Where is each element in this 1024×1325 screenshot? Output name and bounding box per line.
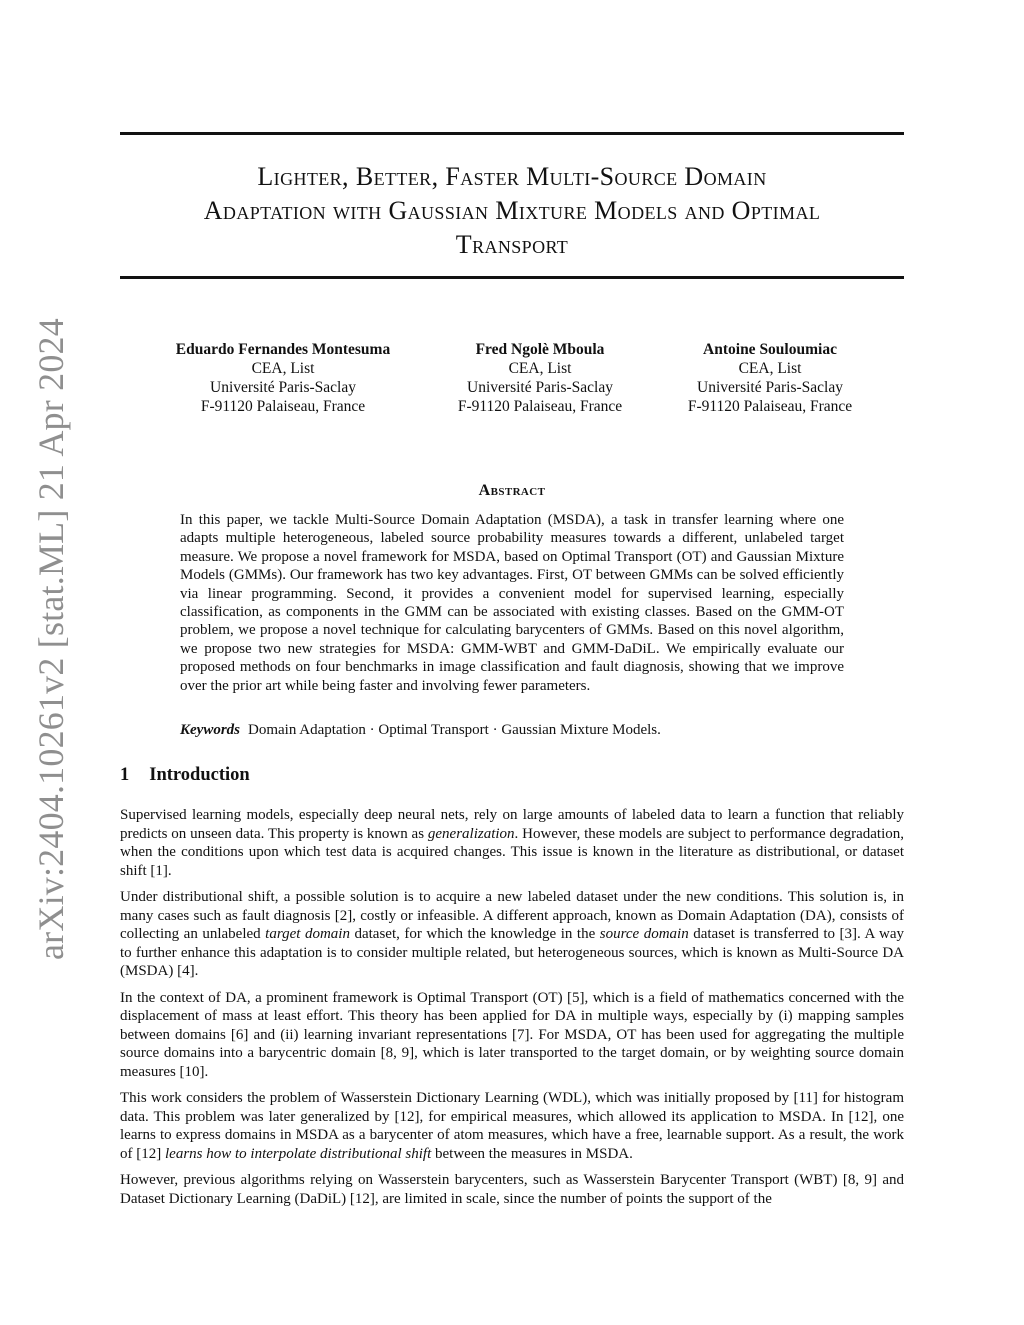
section-heading (120, 765, 250, 786)
author-org: CEA, List (508, 360, 572, 377)
text-run: between the measures in MSDA. (431, 1145, 633, 1162)
author-address: F-91120 Palaiseau, France (200, 398, 366, 415)
emphasis: target domain (265, 926, 350, 942)
section-number: 1 (120, 765, 130, 785)
paragraph (120, 1171, 904, 1208)
author-address: F-91120 Palaiseau, France (687, 398, 853, 415)
title-bottom-rule (120, 276, 904, 279)
paragraph (120, 806, 904, 880)
author-1 (120, 340, 446, 416)
paragraph (120, 989, 904, 1082)
emphasis: learns how to interpolate distributional shift (165, 1145, 432, 1162)
keywords-label: Keywords (180, 722, 240, 738)
paragraph (120, 888, 904, 981)
text-run: In the context of DA, a prominent framework is Optimal Transport (OT) [5], which is a field of mathematics concerned with the displacement of mass at least effort. This theory has been applied for DA in multiple ways, especially by (i) mapping samples between domains [6] and (ii) learning invariant representations [7]. For MSDA, OT has been used for aggregating the multiple source domains into a barycentric domain [8, 9], which is later transported to the target domain, or by weighting source domain measures [10]. (120, 989, 904, 1080)
emphasis: source domain (599, 926, 689, 942)
author-org: CEA, List (738, 360, 802, 377)
text-run: dataset is transferred to [3]. A way to further enhance this adaptation is to consider multiple related, but heterogeneous sources, which is known as Multi-Source DA (MSDA) [4]. (120, 926, 904, 979)
abstract-text: In this paper, we tackle Multi-Source Domain Adaptation (MSDA), a task in transfer learning where one adapts multiple heterogeneous, labeled source probability measures towards a different, unlabeled target measure. We propose a novel framework for MSDA, based on Optimal Transport (OT) and Gaussian Mixture Models (GMMs). Our framework has two key advantages. First, OT between GMMs can be solved efficiently via linear programming. Second, it provides a convenient model for supervised learning, especially classification, as components in the GMM can be associated with existing classes. Based on the GMM-OT problem, we propose a novel technique for calculating barycenters of GMMs. Based on this novel algorithm, we propose two new strategies for MSDA: GMM-WBT and GMM-DaDiL. We empirically evaluate our proposed methods on four benchmarks in image classification and fault diagnosis, showing that we improve over the prior art while being faster and involving fewer parameters. (180, 512, 844, 694)
author-university: Université Paris-Saclay (210, 379, 356, 396)
author-2 (440, 340, 640, 416)
title-line: Transport (455, 230, 569, 259)
keywords-line (180, 721, 844, 739)
author-name: Antoine Souloumiac (703, 341, 837, 358)
emphasis: generalization (427, 825, 515, 842)
author-university: Université Paris-Saclay (697, 379, 843, 396)
author-university: Université Paris-Saclay (467, 379, 613, 396)
text-run: Supervised learning models, especially deep neural nets, rely on large amounts of labeled data to learn a function that reliably predicts on unseen data. This property is known as (120, 807, 904, 842)
section-title: Introduction (149, 765, 250, 785)
author-org: CEA, List (251, 360, 315, 377)
author-name: Fred Ngolè Mboula (475, 341, 605, 358)
text-run: . However, these models are subject to performance degradation, when the conditions upon which test data is acquired changes. This issue is known in the literature as distributional, or dataset shift [1]. (120, 825, 904, 879)
arxiv-identifier-stamp: arXiv:2404.10261v2 [stat.ML] 21 Apr 2024 (31, 318, 71, 960)
title-line: Lighter, Better, Faster Multi-Source Domain (257, 162, 767, 191)
text-run: dataset, for which the knowledge in the (349, 926, 600, 942)
author-address: F-91120 Palaiseau, France (457, 398, 623, 415)
text-run: Under distributional shift, a possible solution is to acquire a new labeled dataset under the new conditions. This solution is, in many cases such as fault diagnosis [2], costly or infeasible. A different approach, known as Domain Adaptation (DA), consists of collecting an unlabeled (120, 889, 904, 942)
text-run: However, previous algorithms relying on Wasserstein barycenters, such as Wasserstein Barycenter Transport (WBT) [8, 9] and Dataset Dictionary Learning (DaDiL) [12], are limited in scale, since the number of points the support of the (120, 1172, 904, 1207)
paper-title (120, 160, 904, 262)
title-top-rule (120, 132, 904, 135)
title-line: Adaptation with Gaussian Mixture Models and Optimal (203, 196, 821, 225)
keywords-text: Domain Adaptation · Optimal Transport · Gaussian Mixture Models. (248, 722, 661, 738)
author-3 (670, 340, 870, 416)
paragraph (120, 1089, 904, 1163)
abstract-heading: Abstract (478, 482, 546, 499)
body-text (120, 806, 904, 1216)
author-name: Eduardo Fernandes Montesuma (175, 341, 391, 358)
text-run: This work considers the problem of Wasserstein Dictionary Learning (WDL), which was initially proposed by [11] for histogram data. This problem was later generalized by [12], for empirical measures, which allowed its application to MSDA. In [12], one learns to express domains in MSDA as a barycenter of atom measures, which have a free, learnable support. As a result, the work of [12] (120, 1090, 904, 1162)
